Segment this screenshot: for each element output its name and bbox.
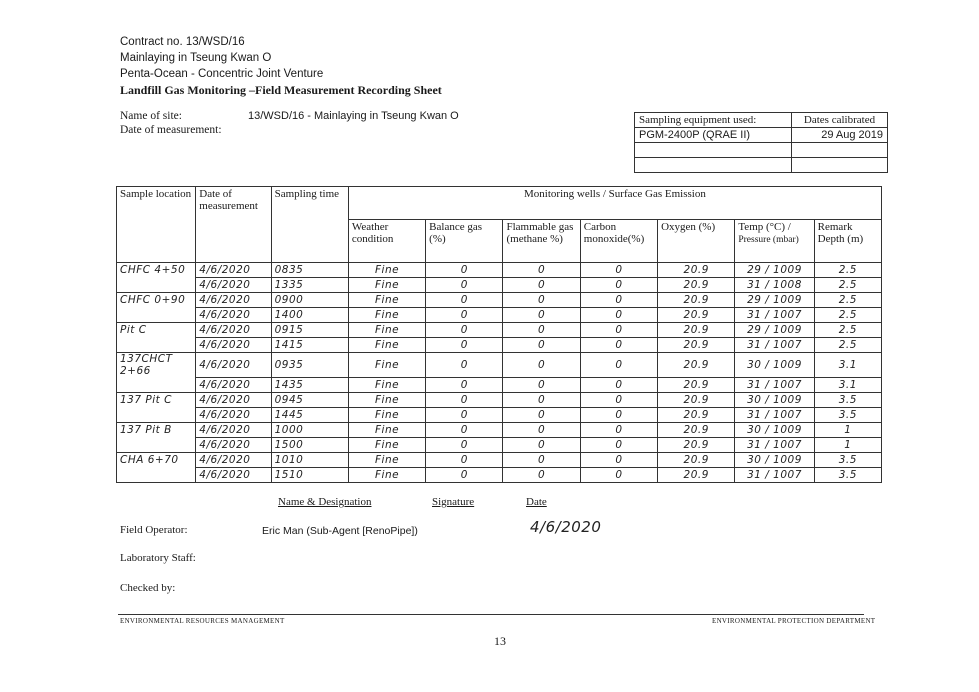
header-weather: Weather condition xyxy=(348,220,425,263)
sample-location-cell xyxy=(117,278,196,293)
flammable-gas-cell: 0 xyxy=(503,263,580,278)
flammable-gas-cell: 0 xyxy=(503,338,580,353)
carbon-monoxide-cell: 0 xyxy=(580,377,657,392)
balance-gas-cell: 0 xyxy=(426,278,503,293)
measurement-date-cell: 4/6/2020 xyxy=(196,263,271,278)
oxygen-cell: 20.9 xyxy=(658,407,735,422)
measurement-date-label: Date of measurement: xyxy=(120,124,222,136)
flammable-gas-cell: 0 xyxy=(503,452,580,467)
table-row xyxy=(117,338,882,353)
balance-gas-cell: 0 xyxy=(426,437,503,452)
table-row xyxy=(117,323,882,338)
remark-depth-cell: 1 xyxy=(814,422,881,437)
remark-depth-cell: 3.5 xyxy=(814,407,881,422)
weather-cell: Fine xyxy=(348,323,425,338)
weather-cell: Fine xyxy=(348,392,425,407)
oxygen-cell: 20.9 xyxy=(658,452,735,467)
measurement-date-cell: 4/6/2020 xyxy=(196,392,271,407)
sampling-time-cell: 1435 xyxy=(271,377,348,392)
calibration-date-value: 29 Aug 2019 xyxy=(792,128,888,143)
table-row xyxy=(117,407,882,422)
header-balance-gas: Balance gas (%) xyxy=(426,220,503,263)
flammable-gas-cell: 0 xyxy=(503,377,580,392)
temp-pressure-cell: 31 / 1008 xyxy=(735,278,814,293)
balance-gas-cell: 0 xyxy=(426,323,503,338)
remark-depth-cell: 2.5 xyxy=(814,338,881,353)
measurement-date-cell: 4/6/2020 xyxy=(196,278,271,293)
oxygen-cell: 20.9 xyxy=(658,467,735,482)
weather-cell: Fine xyxy=(348,437,425,452)
table-row xyxy=(117,278,882,293)
weather-cell: Fine xyxy=(348,338,425,353)
measurement-date-cell: 4/6/2020 xyxy=(196,407,271,422)
field-operator-label: Field Operator: xyxy=(120,524,188,536)
header-pressure: Pressure (mbar) xyxy=(738,235,799,245)
carbon-monoxide-cell: 0 xyxy=(580,263,657,278)
carbon-monoxide-cell: 0 xyxy=(580,407,657,422)
temp-pressure-cell: 31 / 1007 xyxy=(735,377,814,392)
temp-pressure-cell: 30 / 1009 xyxy=(735,452,814,467)
carbon-monoxide-cell: 0 xyxy=(580,308,657,323)
site-name-label: Name of site: xyxy=(120,110,182,122)
header-remark-depth: Remark Depth (m) xyxy=(814,220,881,263)
measurement-date-cell: 4/6/2020 xyxy=(196,323,271,338)
carbon-monoxide-cell: 0 xyxy=(580,392,657,407)
project-name: Mainlaying in Tseung Kwan O xyxy=(120,52,272,64)
flammable-gas-cell: 0 xyxy=(503,323,580,338)
flammable-gas-cell: 0 xyxy=(503,353,580,378)
balance-gas-cell: 0 xyxy=(426,392,503,407)
sampling-time-cell: 1000 xyxy=(271,422,348,437)
temp-pressure-cell: 29 / 1009 xyxy=(735,323,814,338)
remark-depth-cell: 3.1 xyxy=(814,377,881,392)
sample-location-cell: 137CHCT 2+66 xyxy=(117,353,196,378)
measurement-rows xyxy=(117,263,882,483)
oxygen-cell: 20.9 xyxy=(658,293,735,308)
sample-location-cell: CHFC 0+90 xyxy=(117,293,196,308)
balance-gas-cell: 0 xyxy=(426,377,503,392)
remark-depth-cell: 2.5 xyxy=(814,323,881,338)
temp-pressure-cell: 30 / 1009 xyxy=(735,353,814,378)
temp-pressure-cell: 29 / 1009 xyxy=(735,293,814,308)
temp-pressure-cell: 30 / 1009 xyxy=(735,392,814,407)
balance-gas-cell: 0 xyxy=(426,467,503,482)
temp-pressure-cell: 31 / 1007 xyxy=(735,338,814,353)
flammable-gas-cell: 0 xyxy=(503,392,580,407)
header-measurement-date: Date of measurement xyxy=(196,187,271,263)
remark-depth-cell: 1 xyxy=(814,437,881,452)
measurement-table xyxy=(116,186,882,483)
balance-gas-cell: 0 xyxy=(426,293,503,308)
temp-pressure-cell: 31 / 1007 xyxy=(735,467,814,482)
remark-depth-cell: 3.5 xyxy=(814,467,881,482)
table-row xyxy=(117,392,882,407)
oxygen-cell: 20.9 xyxy=(658,338,735,353)
carbon-monoxide-cell: 0 xyxy=(580,467,657,482)
sample-location-cell xyxy=(117,407,196,422)
temp-pressure-cell: 31 / 1007 xyxy=(735,308,814,323)
weather-cell: Fine xyxy=(348,353,425,378)
weather-cell: Fine xyxy=(348,422,425,437)
weather-cell: Fine xyxy=(348,452,425,467)
table-row xyxy=(117,308,882,323)
sampling-time-cell: 1500 xyxy=(271,437,348,452)
measurement-date-cell: 4/6/2020 xyxy=(196,422,271,437)
equipment-blank-cell xyxy=(635,158,792,173)
equipment-blank-cell xyxy=(635,143,792,158)
carbon-monoxide-cell: 0 xyxy=(580,338,657,353)
temp-pressure-cell: 30 / 1009 xyxy=(735,422,814,437)
balance-gas-cell: 0 xyxy=(426,407,503,422)
sampling-time-cell: 1400 xyxy=(271,308,348,323)
carbon-monoxide-cell: 0 xyxy=(580,437,657,452)
weather-cell: Fine xyxy=(348,407,425,422)
calibration-blank-cell xyxy=(792,158,888,173)
remark-depth-cell: 2.5 xyxy=(814,293,881,308)
table-row xyxy=(117,293,882,308)
carbon-monoxide-cell: 0 xyxy=(580,323,657,338)
equipment-header: Sampling equipment used: xyxy=(635,113,792,128)
sampling-time-cell: 0935 xyxy=(271,353,348,378)
contractor-name: Penta-Ocean - Concentric Joint Venture xyxy=(120,68,324,80)
temp-pressure-cell: 31 / 1007 xyxy=(735,437,814,452)
flammable-gas-cell: 0 xyxy=(503,308,580,323)
flammable-gas-cell: 0 xyxy=(503,407,580,422)
weather-cell: Fine xyxy=(348,278,425,293)
measurement-date-cell: 4/6/2020 xyxy=(196,437,271,452)
oxygen-cell: 20.9 xyxy=(658,422,735,437)
weather-cell: Fine xyxy=(348,467,425,482)
sampling-time-cell: 1335 xyxy=(271,278,348,293)
sample-location-cell xyxy=(117,377,196,392)
flammable-gas-cell: 0 xyxy=(503,422,580,437)
sample-location-cell: CHFC 4+50 xyxy=(117,263,196,278)
oxygen-cell: 20.9 xyxy=(658,263,735,278)
header-flammable-gas: Flammable gas (methane %) xyxy=(503,220,580,263)
sampling-time-cell: 1510 xyxy=(271,467,348,482)
site-name-value: 13/WSD/16 - Mainlaying in Tseung Kwan O xyxy=(248,110,459,122)
sample-location-cell xyxy=(117,437,196,452)
measurement-date-cell: 4/6/2020 xyxy=(196,467,271,482)
balance-gas-cell: 0 xyxy=(426,263,503,278)
remark-depth-cell: 2.5 xyxy=(814,263,881,278)
temp-pressure-cell: 31 / 1007 xyxy=(735,407,814,422)
equipment-table xyxy=(634,112,888,173)
sample-location-cell xyxy=(117,467,196,482)
equipment-value: PGM-2400P (QRAE II) xyxy=(635,128,792,143)
page-number: 13 xyxy=(494,634,506,648)
field-operator-date: 4/6/2020 xyxy=(530,518,602,536)
sampling-time-cell: 0945 xyxy=(271,392,348,407)
temp-pressure-cell: 29 / 1009 xyxy=(735,263,814,278)
sample-location-cell: CHA 6+70 xyxy=(117,452,196,467)
table-row xyxy=(117,422,882,437)
balance-gas-cell: 0 xyxy=(426,452,503,467)
footer-right: ENVIRONMENTAL PROTECTION DEPARTMENT xyxy=(712,617,876,625)
remark-depth-cell: 3.1 xyxy=(814,353,881,378)
weather-cell: Fine xyxy=(348,293,425,308)
measurement-date-cell: 4/6/2020 xyxy=(196,293,271,308)
remark-depth-cell: 3.5 xyxy=(814,392,881,407)
sample-location-cell xyxy=(117,338,196,353)
sampling-time-cell: 1415 xyxy=(271,338,348,353)
remark-depth-cell: 2.5 xyxy=(814,278,881,293)
sampling-time-cell: 1445 xyxy=(271,407,348,422)
field-operator-name: Eric Man (Sub-Agent [RenoPipe]) xyxy=(262,525,418,537)
table-row xyxy=(117,377,882,392)
calibration-blank-cell xyxy=(792,143,888,158)
sampling-time-cell: 0835 xyxy=(271,263,348,278)
carbon-monoxide-cell: 0 xyxy=(580,293,657,308)
carbon-monoxide-cell: 0 xyxy=(580,422,657,437)
flammable-gas-cell: 0 xyxy=(503,293,580,308)
measurement-date-cell: 4/6/2020 xyxy=(196,353,271,378)
weather-cell: Fine xyxy=(348,377,425,392)
footer-left: ENVIRONMENTAL RESOURCES MANAGEMENT xyxy=(120,617,285,625)
oxygen-cell: 20.9 xyxy=(658,437,735,452)
oxygen-cell: 20.9 xyxy=(658,308,735,323)
sheet-title: Landfill Gas Monitoring –Field Measurement Recording Sheet xyxy=(120,83,442,97)
remark-depth-cell: 2.5 xyxy=(814,308,881,323)
table-row xyxy=(117,437,882,452)
signature-header: Signature xyxy=(432,496,475,508)
flammable-gas-cell: 0 xyxy=(503,278,580,293)
sampling-time-cell: 0915 xyxy=(271,323,348,338)
header-temp-pressure xyxy=(735,220,814,263)
measurement-date-cell: 4/6/2020 xyxy=(196,338,271,353)
table-row xyxy=(117,452,882,467)
checked-by-label: Checked by: xyxy=(120,582,176,594)
laboratory-staff-label: Laboratory Staff: xyxy=(120,552,196,564)
header-sample-location: Sample location xyxy=(117,187,196,263)
sampling-time-cell: 1010 xyxy=(271,452,348,467)
calibration-header: Dates calibrated xyxy=(792,113,888,128)
oxygen-cell: 20.9 xyxy=(658,278,735,293)
sample-location-cell: 137 Pit B xyxy=(117,422,196,437)
balance-gas-cell: 0 xyxy=(426,353,503,378)
measurement-date-cell: 4/6/2020 xyxy=(196,377,271,392)
name-designation-header: Name & Designation xyxy=(278,496,372,508)
sample-location-cell: 137 Pit C xyxy=(117,392,196,407)
header-sampling-time: Sampling time xyxy=(271,187,348,263)
carbon-monoxide-cell: 0 xyxy=(580,353,657,378)
header-temp: Temp (°C) / xyxy=(738,221,791,233)
date-header: Date xyxy=(526,496,547,508)
table-row xyxy=(117,353,882,378)
carbon-monoxide-cell: 0 xyxy=(580,452,657,467)
sample-location-cell xyxy=(117,308,196,323)
oxygen-cell: 20.9 xyxy=(658,323,735,338)
oxygen-cell: 20.9 xyxy=(658,353,735,378)
weather-cell: Fine xyxy=(348,263,425,278)
flammable-gas-cell: 0 xyxy=(503,467,580,482)
sampling-time-cell: 0900 xyxy=(271,293,348,308)
carbon-monoxide-cell: 0 xyxy=(580,278,657,293)
header-monitoring-wells: Monitoring wells / Surface Gas Emission xyxy=(348,187,881,220)
measurement-date-cell: 4/6/2020 xyxy=(196,308,271,323)
oxygen-cell: 20.9 xyxy=(658,392,735,407)
sample-location-cell: Pit C xyxy=(117,323,196,338)
contract-number: Contract no. 13/WSD/16 xyxy=(120,36,245,48)
footer-rule xyxy=(118,614,864,615)
header-oxygen: Oxygen (%) xyxy=(658,220,735,263)
table-row xyxy=(117,263,882,278)
table-row xyxy=(117,467,882,482)
measurement-date-cell: 4/6/2020 xyxy=(196,452,271,467)
balance-gas-cell: 0 xyxy=(426,422,503,437)
balance-gas-cell: 0 xyxy=(426,338,503,353)
weather-cell: Fine xyxy=(348,308,425,323)
remark-depth-cell: 3.5 xyxy=(814,452,881,467)
balance-gas-cell: 0 xyxy=(426,308,503,323)
flammable-gas-cell: 0 xyxy=(503,437,580,452)
header-carbon-monoxide: Carbon monoxide(%) xyxy=(580,220,657,263)
oxygen-cell: 20.9 xyxy=(658,377,735,392)
